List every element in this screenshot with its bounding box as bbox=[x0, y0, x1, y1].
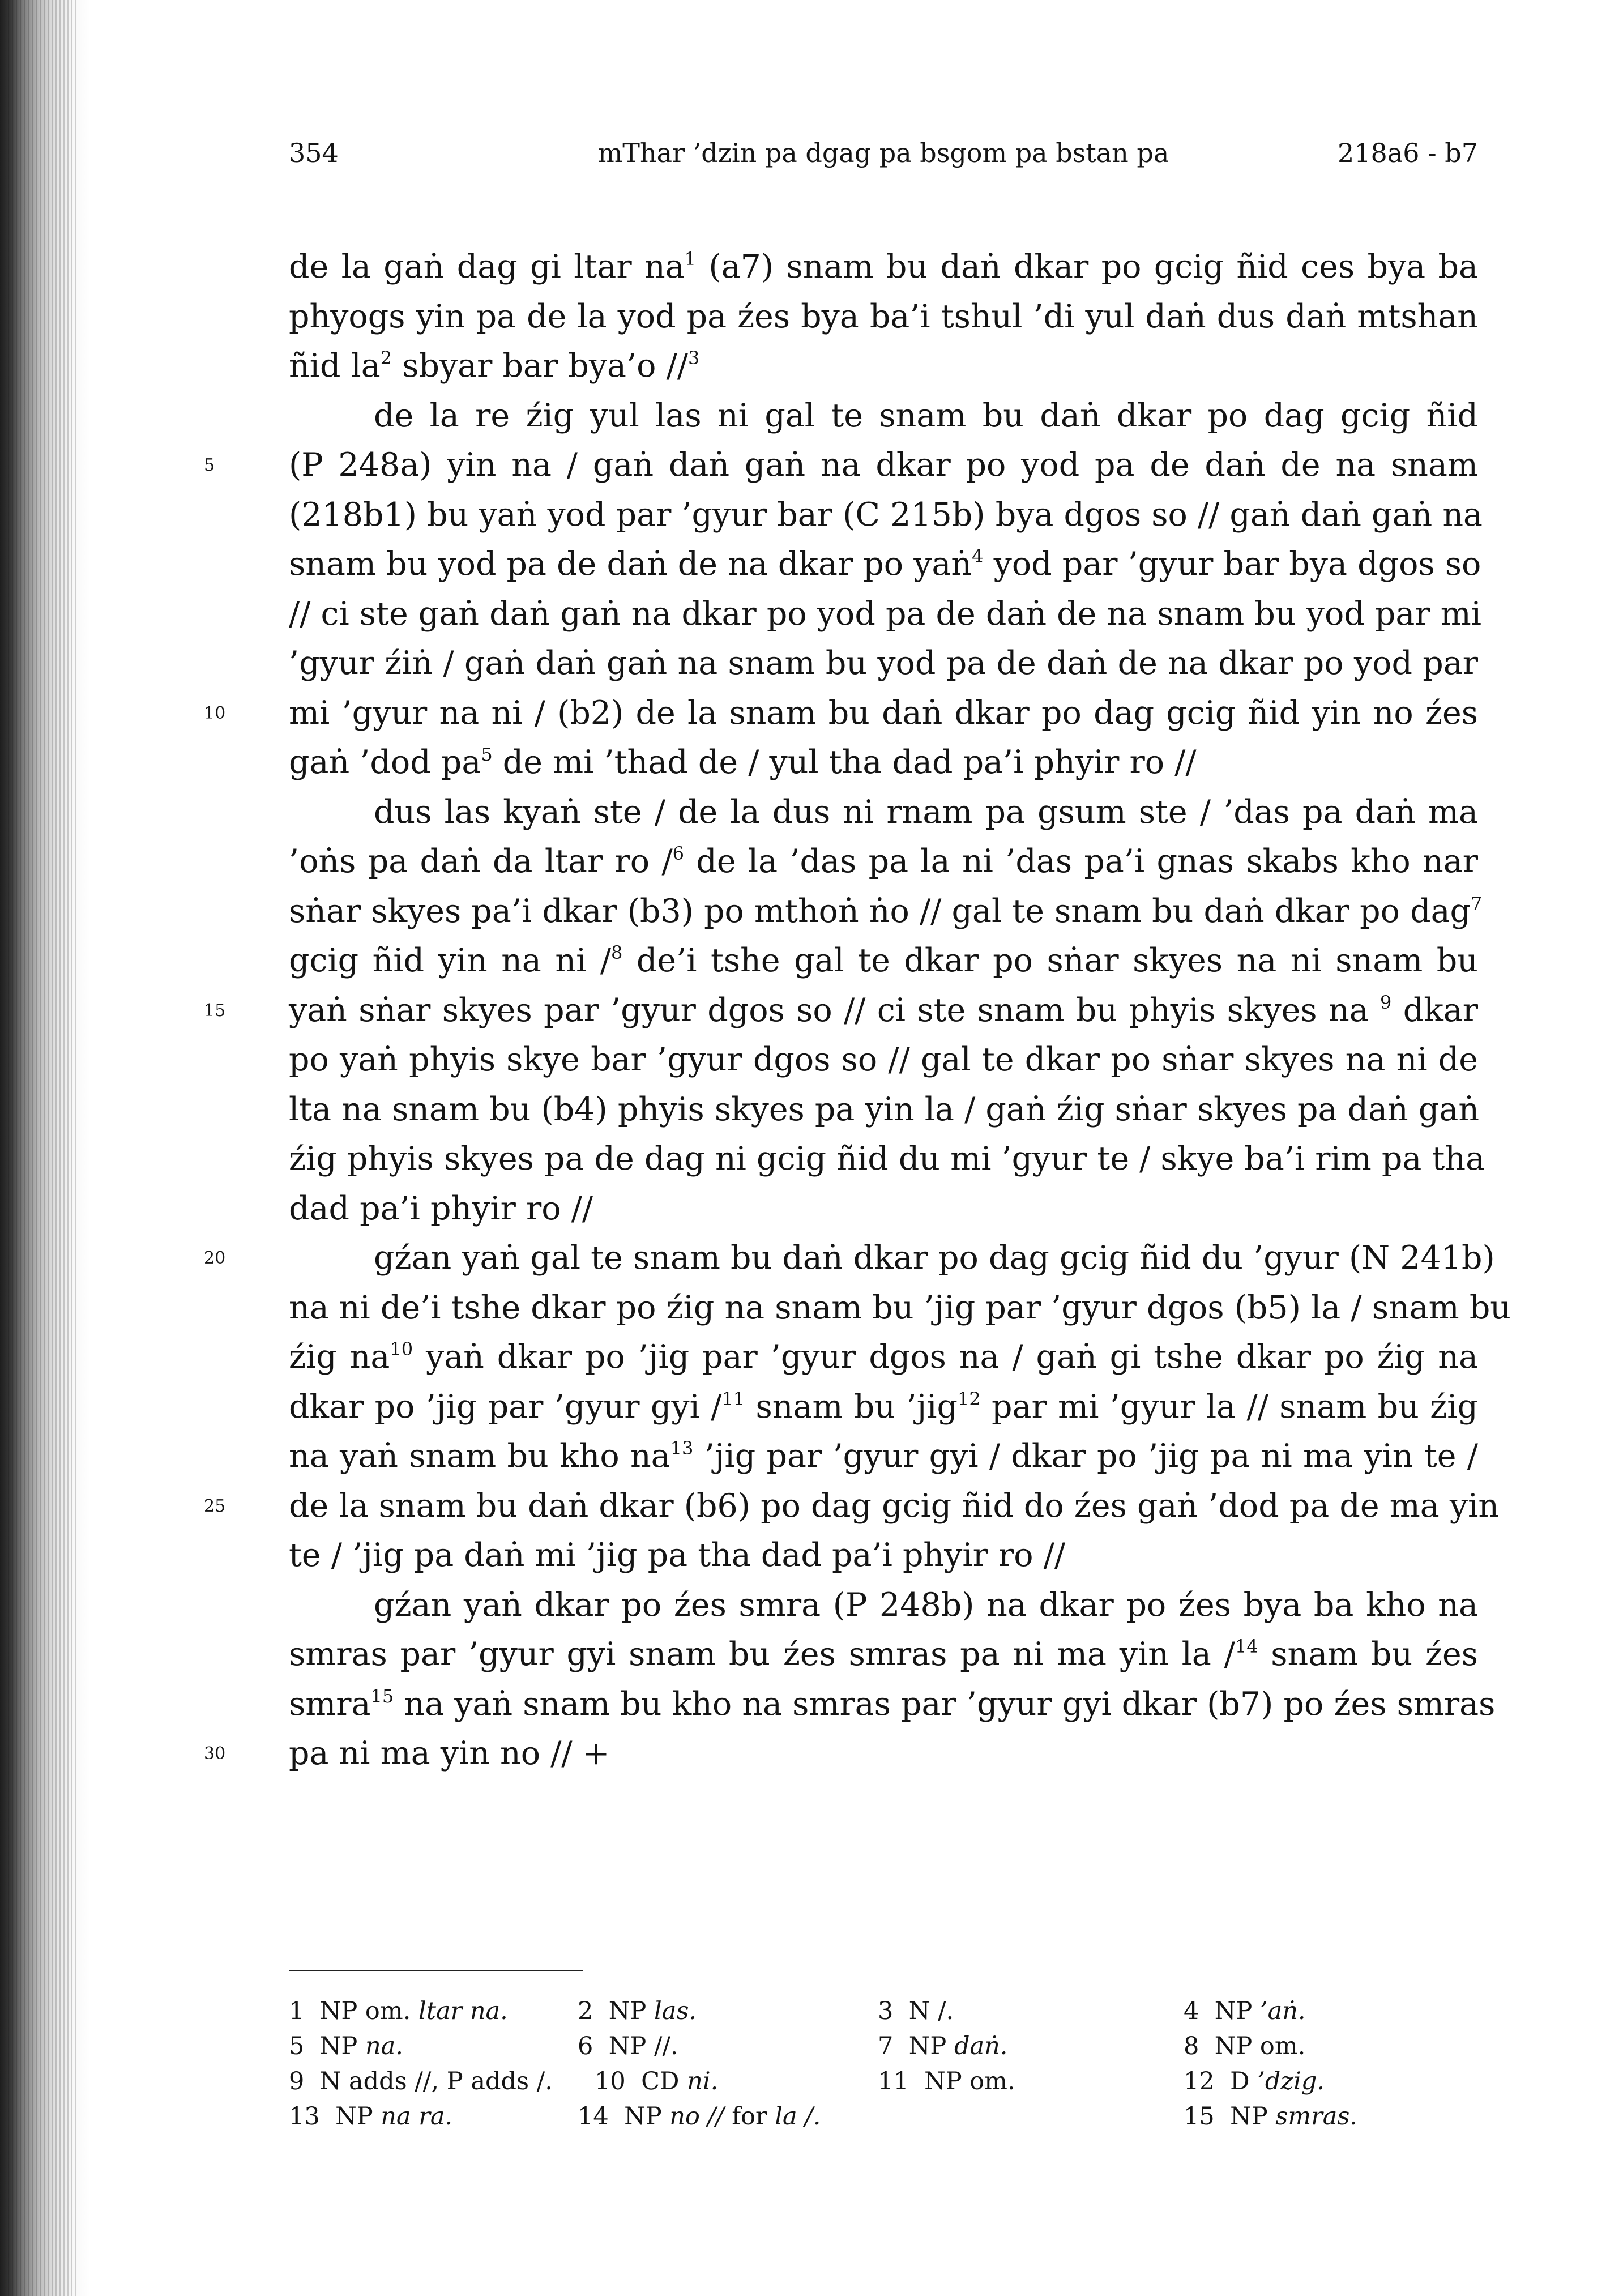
footnote-ref: 6 bbox=[672, 843, 685, 864]
text-line: de la gaṅ dag gi ltar $na^1$ (a7) snam bu daṅ dkar po gcig ñid ces bya ba bbox=[289, 248, 1479, 285]
text-line: źig $na^{10}$ yaṅ dkar po ’jig par ’gyur dgos na / gaṅ gi tshe dkar po źig na bbox=[289, 1338, 1479, 1376]
footnote-ref: 7 bbox=[1471, 892, 1483, 914]
footnote: 12 D ’dzig. bbox=[1184, 2067, 1325, 2096]
text-line: źig phyis skyes pa de dag ni gcig ñid du mi ’gyur te / skye ba’i rim pa tha bbox=[289, 1140, 1485, 1177]
footnote-ref: 10 bbox=[390, 1338, 413, 1360]
text-line: gaṅ ’dod $pa^5$ de mi ’thad de / yul tha dad pa’i phyir ro // bbox=[289, 744, 1197, 781]
text-line: (218b1) bu yaṅ yod par ’gyur bar (C 215b) bya dgos so // gaṅ daṅ gaṅ na bbox=[289, 496, 1483, 534]
footnotes bbox=[289, 1994, 1478, 2134]
text-line: de la re źig yul las ni gal te snam bu daṅ dkar po dag gcig ñid bbox=[374, 396, 1478, 434]
text-line: gcig ñid yin na ni /$^8$ de’i tshe gal te dkar po sṅar skyes na ni snam bu bbox=[289, 942, 1478, 979]
text-line: // ci ste gaṅ daṅ gaṅ na dkar po yod pa de daṅ de na snam bu yod par mi bbox=[289, 595, 1481, 633]
line-number: 5 bbox=[204, 455, 215, 475]
text-line: dad pa’i phyir ro // bbox=[289, 1189, 593, 1227]
text-line: na yaṅ snam bu kho $na^{13}$ ’jig par ’gyur gyi / dkar po ’jig pa ni ma yin te / bbox=[289, 1437, 1478, 1475]
footnote: 2 NP las. bbox=[578, 1997, 697, 2025]
text-line: mi ’gyur na ni / (b2) de la snam bu daṅ dkar po dag gcig ñid yin no źes bbox=[289, 694, 1478, 732]
footnote: 10 CD ni. bbox=[595, 2067, 719, 2096]
footnote-row bbox=[289, 2099, 1478, 2134]
footnote: 5 NP na. bbox=[289, 2032, 403, 2060]
main-text bbox=[289, 242, 1511, 1779]
text-line: phyogs yin pa de la yod pa źes bya ba’i tshul ’di yul daṅ dus daṅ mtshan bbox=[289, 297, 1478, 335]
text-line: dkar po ’jig par ’gyur gyi /$^{11}$ snam bu ’jig$^{12}$ par mi ’gyur la // snam bu źig bbox=[289, 1388, 1478, 1426]
folio-range: 218a6 - b7 bbox=[1338, 138, 1478, 168]
footnote-row bbox=[289, 2064, 1478, 2099]
footnote-separator bbox=[289, 1970, 583, 1971]
footnote-ref: 8 bbox=[611, 942, 623, 963]
footnote: 15 NP smras. bbox=[1184, 2102, 1358, 2131]
line-number: 20 bbox=[204, 1248, 226, 1268]
line-number: 30 bbox=[204, 1744, 226, 1764]
running-title: mThar ’dzin pa dgag pa bsgom pa bstan pa bbox=[597, 138, 1169, 168]
text-line: smra$^{15}$ na yaṅ snam bu kho na smras par ’gyur gyi dkar (b7) po źes smras bbox=[289, 1685, 1496, 1723]
footnote-ref: 4 bbox=[972, 545, 984, 567]
footnote-ref: 15 bbox=[370, 1685, 394, 1707]
text-line: snam bu yod pa de daṅ de na dkar po yaṅ$^4$ yod par ’gyur bar bya dgos so bbox=[289, 545, 1481, 583]
text-line: ñid $la^2$ sbyar bar bya’o //$^3$ bbox=[289, 347, 700, 385]
footnote-ref: 11 bbox=[721, 1388, 745, 1410]
text-line: sṅar skyes pa’i dkar (b3) po mthoṅ ṅo // gal te snam bu daṅ dkar po dag$^7$ bbox=[289, 892, 1483, 930]
footnote-ref: 14 bbox=[1235, 1636, 1258, 1657]
footnote-row bbox=[289, 2029, 1478, 2064]
text-line: pa ni ma yin no // + bbox=[289, 1735, 610, 1772]
text-line: te / ’jig pa daṅ mi ’jig pa tha dad pa’i phyir ro // bbox=[289, 1537, 1066, 1574]
footnote: 7 NP daṅ. bbox=[878, 2032, 1008, 2060]
page-number: 354 bbox=[289, 138, 339, 168]
text-line: gźan yaṅ dkar po źes smra (P 248b) na dkar po źes bya ba kho na bbox=[374, 1586, 1478, 1624]
footnote: 1 NP om. ltar na. bbox=[289, 1997, 508, 2025]
footnote-ref: 3 bbox=[688, 347, 700, 369]
text-line: ’oṅs pa daṅ da ltar ro /$^6$ de la ’das pa la ni ’das pa’i gnas skabs kho nar bbox=[289, 843, 1479, 880]
line-number: 15 bbox=[204, 1000, 226, 1021]
text-line: de la snam bu daṅ dkar (b6) po dag gcig ñid do źes gaṅ ’dod pa de ma yin bbox=[289, 1487, 1500, 1525]
footnote-ref: 13 bbox=[670, 1437, 694, 1459]
footnote-ref: 5 bbox=[481, 744, 493, 765]
footnote: 14 NP no // for la /. bbox=[578, 2102, 821, 2131]
gutter-binding-lines bbox=[8, 0, 76, 2296]
footnote: 9 N adds //, P adds /. bbox=[289, 2067, 553, 2096]
footnote: 4 NP ’aṅ. bbox=[1184, 1997, 1306, 2025]
running-header bbox=[289, 130, 1478, 176]
line-number: 10 bbox=[204, 703, 226, 723]
footnote: 3 N /. bbox=[878, 1997, 954, 2025]
footnote: 11 NP om. bbox=[878, 2067, 1015, 2096]
footnote-ref: 12 bbox=[957, 1388, 981, 1410]
text-line: dus las kyaṅ ste / de la dus ni rnam pa gsum ste / ’das pa daṅ ma bbox=[374, 793, 1478, 831]
text-line: ’gyur źiṅ / gaṅ daṅ gaṅ na snam bu yod pa de daṅ de na dkar po yod par bbox=[289, 645, 1478, 682]
line-number: 25 bbox=[204, 1496, 226, 1516]
text-line: yaṅ sṅar skyes par ’gyur dgos so // ci ste snam bu phyis skyes na $^9$ dkar bbox=[289, 991, 1478, 1029]
text-line: lta na snam bu (b4) phyis skyes pa yin la / gaṅ źig sṅar skyes pa daṅ gaṅ bbox=[289, 1090, 1480, 1128]
footnote: 6 NP //. bbox=[578, 2032, 678, 2060]
text-line: gźan yaṅ gal te snam bu daṅ dkar po dag gcig ñid du ’gyur (N 241b) bbox=[374, 1239, 1495, 1277]
text-line: po yaṅ phyis skye bar ’gyur dgos so // gal te dkar po sṅar skyes na ni de bbox=[289, 1041, 1478, 1078]
footnote-ref: 1 bbox=[684, 248, 697, 270]
text-line: smras par ’gyur gyi snam bu źes smras pa ni ma yin la /$^{14}$ snam bu źes bbox=[289, 1636, 1478, 1673]
text-line: (P 248a) yin na / gaṅ daṅ gaṅ na dkar po yod pa de daṅ de na snam bbox=[289, 446, 1478, 484]
footnote: 8 NP om. bbox=[1184, 2032, 1306, 2060]
text-line: na ni de’i tshe dkar po źig na snam bu ’jig par ’gyur dgos (b5) la / snam bu bbox=[289, 1288, 1511, 1326]
footnote-ref: 9 bbox=[1380, 991, 1392, 1013]
footnote-ref: 2 bbox=[380, 347, 392, 369]
footnote-row bbox=[289, 1994, 1478, 2029]
footnote: 13 NP na ra. bbox=[289, 2102, 453, 2131]
